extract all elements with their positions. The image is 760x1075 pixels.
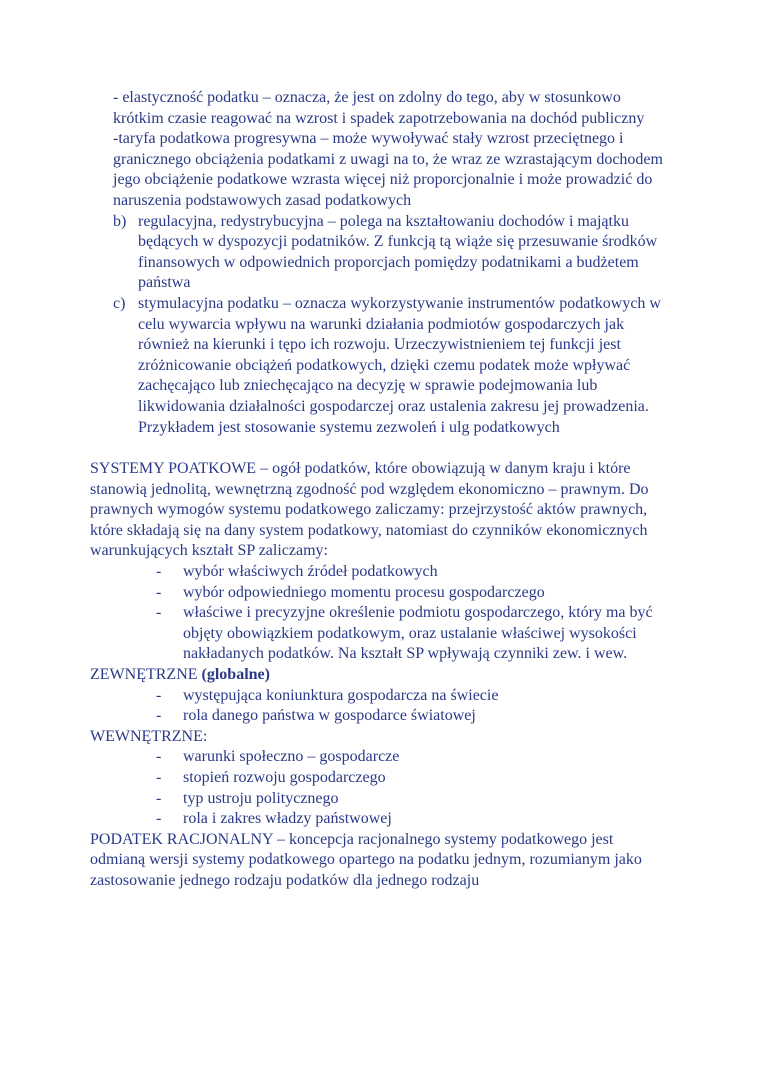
dash-bullet: - xyxy=(156,583,162,601)
heading-external-factors xyxy=(90,665,670,686)
external-factor-text: rola danego państwa w gospodarce światowej xyxy=(183,707,476,725)
blank-line xyxy=(90,438,670,459)
list-item-c xyxy=(90,294,670,438)
list-item-c-text: stymulacyjna podatku – oznacza wykorzystywanie instrumentów podatkowych w celu wywarcia wpływu na warunki działania podmiotów gospodarczych jak również na kierunki i tępo ich rozwoju. Urzeczywistnieniem tej funkcji jest zróżnicowanie obciążeń podatkowych, dzięki czemu podatek może wpływać zachęcająco lub zniechęcająco na decyzję w sprawie podejmowania lub likwidowania działalności gospodarczej oraz ustalenia zakresu jej prowadzenia. Przykładem jest stosowanie systemu zezwoleń i ulg podatkowych xyxy=(138,294,661,436)
external-factor-item xyxy=(90,686,670,707)
sp-factor-text: właściwe i precyzyjne określenie podmiotu gospodarczego, który ma być objęty obowiązkiem podatkowym, oraz ustalanie właściwej wysokości nakładanych podatków. Na kształt SP wpływają czynniki zew. i wew. xyxy=(183,604,653,663)
internal-factor-text: stopień rozwoju gospodarczego xyxy=(183,769,386,786)
list-marker-c: c) xyxy=(113,294,126,312)
list-marker-b: b) xyxy=(113,212,127,230)
sp-factor-item xyxy=(90,562,670,583)
heading-external-label: ZEWNĘTRZNE xyxy=(90,666,202,684)
external-factor-item xyxy=(90,706,670,727)
dash-bullet: - xyxy=(156,604,162,622)
dash-bullet: - xyxy=(156,707,162,725)
heading-internal-factors: WEWNĘTRZNE: xyxy=(90,727,208,745)
paragraph-tax-elasticity: - elastyczność podatku – oznacza, że jest on zdolny do tego, aby w stosunkowo krótkim czasie reagować na wzrost i spadek zapotrzebowania na dochód publiczny xyxy=(113,89,645,127)
internal-factor-text: warunki społeczno – gospodarcze xyxy=(183,748,400,766)
dash-bullet: - xyxy=(156,686,162,704)
external-factor-text: występująca koniunktura gospodarcza na świecie xyxy=(183,686,499,704)
dash-bullet: - xyxy=(156,810,162,828)
paragraph-rational-tax: PODATEK RACJONALNY – koncepcja racjonalnego systemy podatkowego jest odmianą wersji systemy podatkowego opartego na podatku jednym, rozumianym jako zastosowanie jednego rodzaju podatków dla jednego rodzaju xyxy=(90,830,642,889)
heading-external-qualifier: (globalne) xyxy=(201,666,270,684)
internal-factor-text: rola i zakres władzy państwowej xyxy=(183,810,392,828)
internal-factor-item xyxy=(90,768,670,789)
internal-factor-item xyxy=(90,809,670,830)
sp-factor-text: wybór odpowiedniego momentu procesu gospodarczego xyxy=(183,583,545,601)
internal-factor-text: typ ustroju politycznego xyxy=(183,789,339,807)
dash-bullet: - xyxy=(156,563,162,581)
internal-factor-item xyxy=(90,789,670,810)
paragraph-tax-systems: SYSTEMY POATKOWE – ogół podatków, które obowiązują w danym kraju i które stanowią jednolitą, wewnętrzną zgodność pod względem ekonomiczno – prawnym. Do prawnych wymogów systemu podatkowego zaliczamy: przejrzystość aktów prawnych, które składają się na dany system podatkowy, natomiast do czynników ekonomicznych warunkujących kształt SP zaliczamy: xyxy=(90,460,649,560)
sp-factor-text: wybór właściwych źródeł podatkowych xyxy=(183,563,438,581)
internal-factor-item xyxy=(90,747,670,768)
list-item-b xyxy=(90,212,670,294)
sp-factor-item xyxy=(90,583,670,604)
dash-bullet: - xyxy=(156,748,162,766)
dash-bullet: - xyxy=(156,769,162,786)
paragraph-progressive-tariff: -taryfa podatkowa progresywna – może wywoływać stały wzrost przeciętnego i granicznego obciążenia podatkami z uwagi na to, że wraz ze wzrastającym dochodem jego obciążenie podatkowe wzrasta więcej niż proporcjonalnie i może prowadzić do naruszenia podstawowych zasad podatkowych xyxy=(113,130,663,209)
sp-factor-item xyxy=(90,603,670,665)
dash-bullet: - xyxy=(156,789,162,807)
list-item-b-text: regulacyjna, redystrybucyjna – polega na kształtowaniu dochodów i majątku będących w dyspozycji podatników. Z funkcją tą wiąże się przesuwanie środków finansowych w odpowiednich proporcjach pomiędzy podatnikami a budżetem państwa xyxy=(138,212,658,292)
page-content xyxy=(90,88,670,892)
